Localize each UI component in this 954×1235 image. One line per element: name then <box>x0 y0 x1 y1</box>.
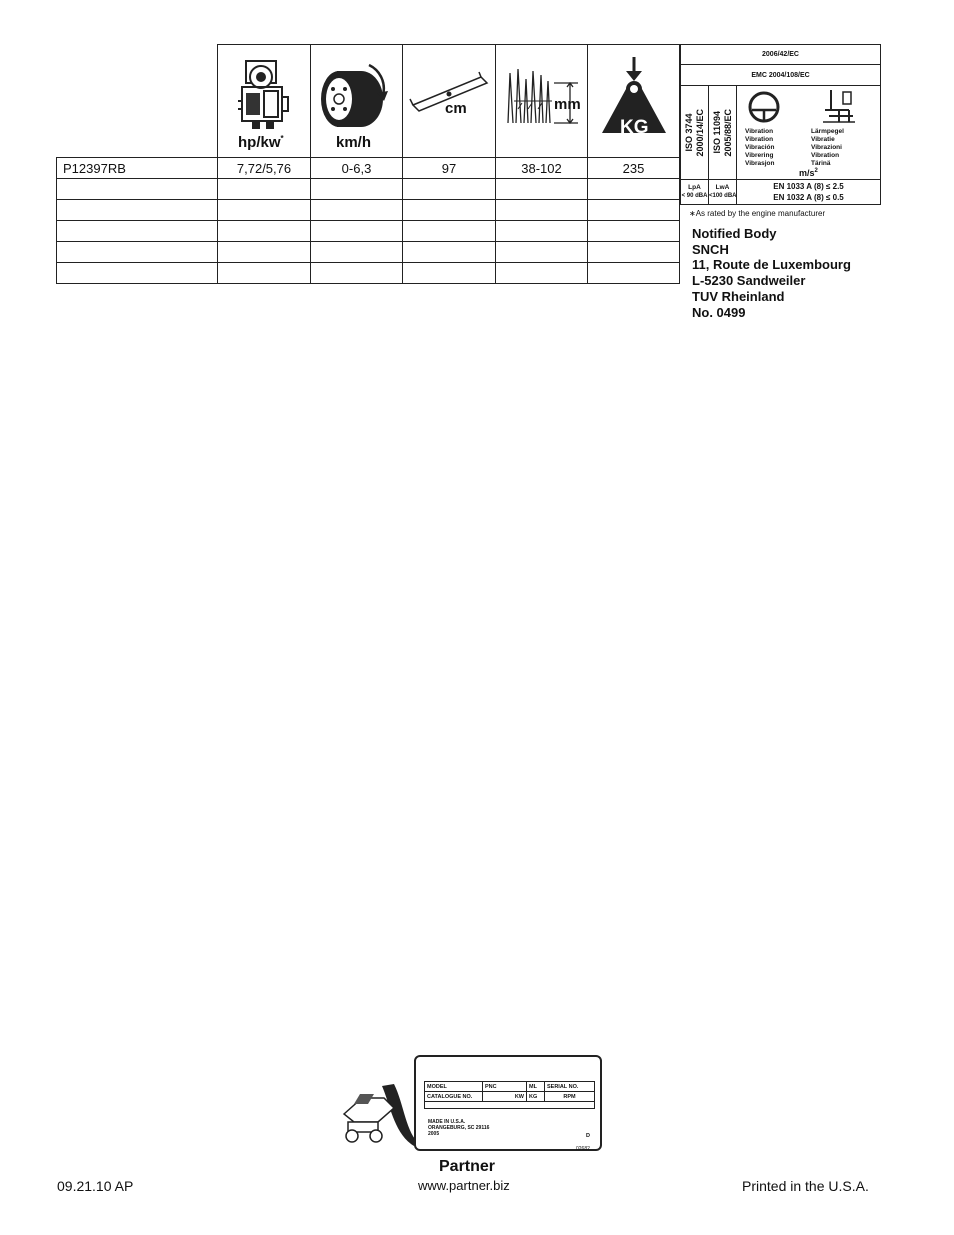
cell-weight <box>588 179 680 200</box>
table-row <box>57 242 680 263</box>
speed-label: km/h <box>336 134 372 151</box>
notified-body-address: 11, Route de Luxembourg <box>692 257 851 273</box>
plate-row <box>425 1082 595 1092</box>
cell-cut-height <box>496 263 588 284</box>
vibration-label-fi: Tärinä <box>811 160 831 167</box>
header-blank <box>57 45 218 158</box>
cell-weight <box>588 221 680 242</box>
en-1033: EN 1033 A (8) ≤ 2.5 <box>773 182 844 191</box>
plate-made-in <box>428 1119 489 1137</box>
compliance-table <box>680 44 881 205</box>
header-speed <box>311 45 403 158</box>
plate-serial: SERIAL NO. <box>545 1082 595 1092</box>
cell-speed <box>311 200 403 221</box>
vibration-label-es: Vibración <box>745 144 775 151</box>
wheel-speed-icon <box>317 59 395 131</box>
emc-directive: EMC 2004/108/EC <box>681 65 881 86</box>
cell-power <box>218 242 311 263</box>
iso-3744: ISO 3744 <box>683 113 694 152</box>
cell-cut-width <box>403 221 496 242</box>
table-row <box>57 179 680 200</box>
plate-made-year: 2005 <box>428 1131 440 1137</box>
cell-model <box>57 221 218 242</box>
vibration-label-de: Lärmpegel <box>811 128 844 135</box>
vibration-label-it: Vibrazioni <box>811 144 842 151</box>
header-weight <box>588 45 680 158</box>
cell-cut-height <box>496 221 588 242</box>
vibration-label-nl: Vibratie <box>811 136 835 143</box>
printed-in: Printed in the U.S.A. <box>742 1178 869 1194</box>
lpa-cell <box>681 180 709 205</box>
cell-cut-width <box>403 179 496 200</box>
serial-plate-table <box>424 1081 595 1109</box>
cell-speed <box>311 263 403 284</box>
cell-cut-height <box>496 200 588 221</box>
header-power <box>218 45 311 158</box>
en-1032: EN 1032 A (8) ≤ 0.5 <box>773 193 844 202</box>
table-row <box>57 200 680 221</box>
cell-power <box>218 200 311 221</box>
vibration-label-fr: Vibration <box>745 136 774 143</box>
vibration-label-no: Vibrasjon <box>745 160 775 167</box>
cell-model <box>57 200 218 221</box>
steering-wheel-icon <box>747 90 781 124</box>
iso-row <box>681 86 881 180</box>
cell-cut-width <box>403 263 496 284</box>
lpa-label: LpA <box>688 184 701 191</box>
plate-ml: ML <box>527 1082 545 1092</box>
iso-11094: ISO 11094 <box>711 111 722 154</box>
plate-made-city: ORANGEBURG, SC 29116 <box>428 1125 490 1131</box>
plate-kw: KW <box>483 1092 527 1102</box>
spec-table <box>56 44 680 284</box>
cut-height-label: mm <box>554 96 581 113</box>
table-row <box>57 221 680 242</box>
vibration-unit <box>799 168 818 178</box>
cell-speed: 0-6,3 <box>311 158 403 179</box>
cell-weight: 235 <box>588 158 680 179</box>
plate-row <box>425 1102 595 1109</box>
plate-model: MODEL <box>425 1082 483 1092</box>
plate-kg: KG <box>527 1092 545 1102</box>
cell-cut-height <box>496 179 588 200</box>
power-label: hp/kw <box>238 134 281 151</box>
cell-cut-width <box>403 200 496 221</box>
vibration-unit-exp: 2 <box>814 168 818 174</box>
cell-model: P12397RB <box>57 158 218 179</box>
cell-speed <box>311 242 403 263</box>
cell-speed <box>311 179 403 200</box>
plate-catalogue: CATALOGUE NO. <box>425 1092 483 1102</box>
vibration-unit-base: m/s <box>799 168 815 178</box>
notified-body-number: No. 0499 <box>692 304 746 320</box>
website-link[interactable]: www.partner.biz <box>418 1178 510 1193</box>
cell-cut-height: 38-102 <box>496 158 588 179</box>
cell-power <box>218 221 311 242</box>
seat-vibration-icon <box>819 88 859 126</box>
cell-cut-width <box>403 242 496 263</box>
notified-body-org: SNCH <box>692 241 729 257</box>
cell-power: 7,72/5,76 <box>218 158 311 179</box>
cell-weight <box>588 242 680 263</box>
notified-body-name: TUV Rheinland <box>692 288 785 304</box>
power-asterisk: * <box>280 134 284 143</box>
cell-speed <box>311 221 403 242</box>
cell-model <box>57 242 218 263</box>
directive: 2006/42/EC <box>681 45 881 65</box>
lwa-value: <100 dBA <box>709 193 737 199</box>
vibration-label-sv: Vibrering <box>745 152 774 159</box>
cell-cut-height <box>496 242 588 263</box>
directive-2000-14: 2000/14/EC <box>694 108 705 157</box>
plate-code: 02682 <box>576 1146 590 1152</box>
engine-icon <box>232 57 294 133</box>
plate-pnc: PNC <box>483 1082 527 1092</box>
table-row <box>57 158 680 179</box>
lwa-cell <box>709 180 737 205</box>
spec-header-row <box>57 45 680 158</box>
cell-model <box>57 179 218 200</box>
cell-model <box>57 263 218 284</box>
lwa-label: LwA <box>715 184 730 191</box>
print-date: 09.21.10 AP <box>57 1178 134 1194</box>
table-row <box>57 263 680 284</box>
vibration-label-en: Vibration <box>745 128 774 135</box>
cell-power <box>218 179 311 200</box>
serial-plate <box>414 1055 602 1151</box>
header-cut-width <box>403 45 496 158</box>
directive-2005-88: 2005/88/EC <box>722 108 733 157</box>
lpa-value: < 90 dBA <box>681 193 708 199</box>
plate-rpm: RPM <box>545 1092 595 1102</box>
iso-power-cell <box>709 86 737 180</box>
iso-noise-cell <box>681 86 709 180</box>
engine-footnote: ∗As rated by the engine manufacturer <box>689 209 826 218</box>
en-values-cell <box>737 180 881 205</box>
cut-width-label: cm <box>445 100 467 117</box>
mower-seat-illustration <box>334 1064 424 1148</box>
notified-body <box>692 226 851 320</box>
notified-body-title: Notified Body <box>692 226 777 241</box>
plate-made-country: MADE IN U.S.A. <box>428 1119 466 1125</box>
cell-weight <box>588 263 680 284</box>
plate-d: D <box>586 1133 590 1139</box>
emc-row <box>681 65 881 86</box>
cell-power <box>218 263 311 284</box>
directive-row <box>681 45 881 65</box>
brand-name: Partner <box>439 1158 496 1175</box>
plate-row <box>425 1092 595 1102</box>
vibration-cell <box>737 86 881 180</box>
cell-weight <box>588 200 680 221</box>
notified-body-city: L-5230 Sandweiler <box>692 273 806 289</box>
cell-cut-width: 97 <box>403 158 496 179</box>
noise-values-row <box>681 180 881 205</box>
vibration-label-da: Vibration <box>811 152 840 159</box>
header-cut-height <box>496 45 588 158</box>
weight-label: KG <box>620 117 649 138</box>
